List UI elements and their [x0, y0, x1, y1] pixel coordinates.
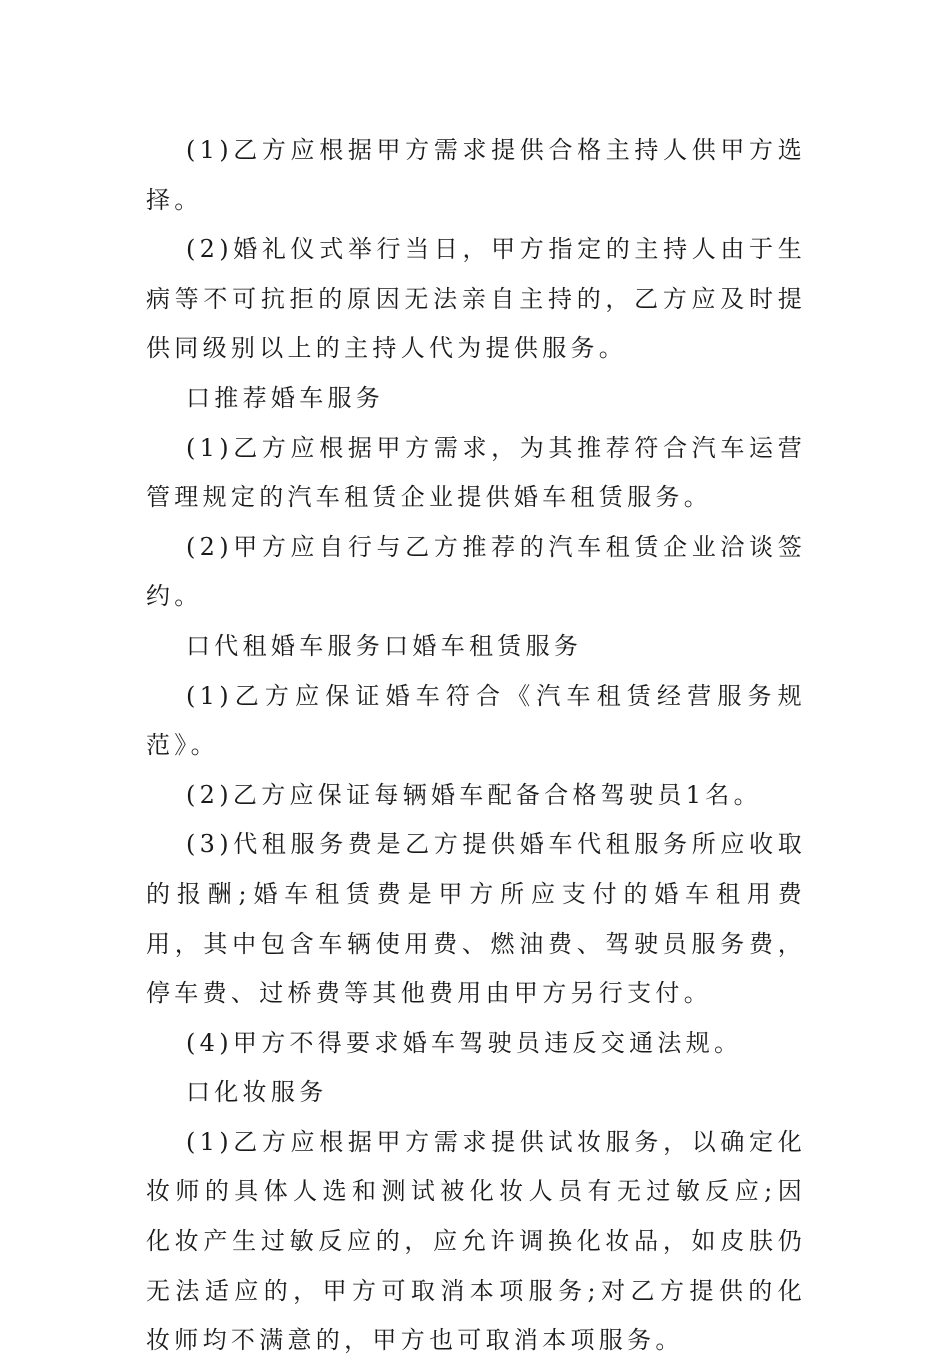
heading-makeup-service: 口化妆服务: [186, 1078, 328, 1107]
heading-rent-car-service: 口代租婚车服务口婚车租赁服务: [186, 631, 583, 660]
document-body: [146, 126, 806, 1366]
paragraph-rent-car-2: (2)乙方应保证每辆婚车配备合格驾驶员1名。: [186, 780, 762, 809]
paragraph-makeup-1: (1)乙方应根据甲方需求提供试妆服务，以确定化妆师的具体人选和测试被化妆人员有无过敏反应;因化妆产生过敏反应的，应允许调换化妆品，如皮肤仍无法适应的，甲方可取消本项服务;对乙方提供的化妆师均不满意的，甲方也可取消本项服务。: [146, 1127, 806, 1355]
heading-recommend-car-service: 口推荐婚车服务: [186, 383, 385, 412]
paragraph-rent-car-3: (3)代租服务费是乙方提供婚车代租服务所应收取的报酬;婚车租赁费是甲方所应支付的婚车租用费用，其中包含车辆使用费、燃油费、驾驶员服务费，停车费、过桥费等其他费用由甲方另行支付。: [146, 830, 806, 1008]
paragraph-recommend-car-2: (2)甲方应自行与乙方推荐的汽车租赁企业洽谈签约。: [146, 532, 806, 611]
paragraph-host-selection: (1)乙方应根据甲方需求提供合格主持人供甲方选择。: [146, 136, 806, 214]
paragraph-rent-car-4: (4)甲方不得要求婚车驾驶员违反交通法规。: [186, 1028, 743, 1057]
paragraph-rent-car-1: (1)乙方应保证婚车符合《汽车租赁经营服务规范》。: [146, 681, 806, 760]
paragraph-host-replacement: (2)婚礼仪式举行当日，甲方指定的主持人由于生病等不可抗拒的原因无法亲自主持的，乙方应及时提供同级别以上的主持人代为提供服务。: [146, 235, 806, 363]
paragraph-recommend-car-1: (1)乙方应根据甲方需求，为其推荐符合汽车运营管理规定的汽车租赁企业提供婚车租赁服务。: [146, 433, 806, 512]
